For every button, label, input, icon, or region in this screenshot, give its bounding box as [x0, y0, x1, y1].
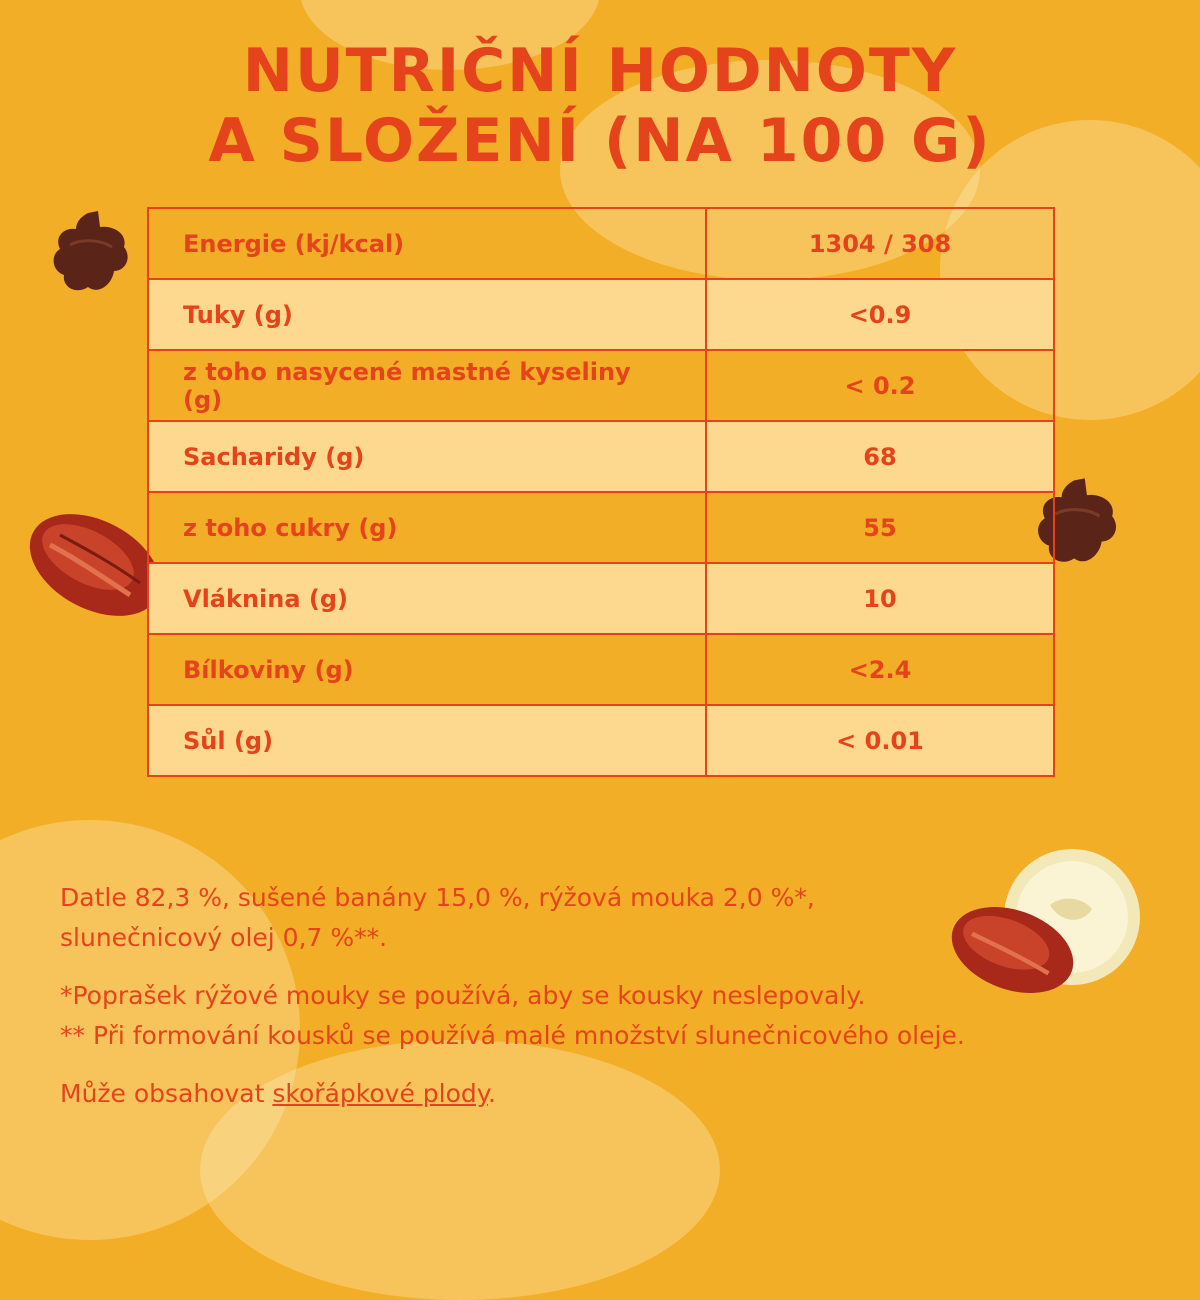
table-row — [148, 563, 1054, 634]
ingredients-paragraph — [60, 878, 1140, 958]
table-row — [148, 705, 1054, 776]
nutrient-value: 10 — [706, 563, 1054, 634]
nutrient-label: Vláknina (g) — [148, 563, 706, 634]
nutrient-value: 55 — [706, 492, 1054, 563]
info-text — [60, 878, 1140, 1132]
ingredients-line: slunečnicový olej 0,7 %**. — [60, 923, 388, 952]
title-line-2: A SLOŽENÍ (NA 100 G) — [208, 106, 992, 176]
page-title — [0, 36, 1200, 176]
nutrient-label: z toho nasycené mastné kyseliny (g) — [148, 350, 706, 421]
table-row — [148, 279, 1054, 350]
nutrient-value: 68 — [706, 421, 1054, 492]
table-row — [148, 634, 1054, 705]
footnote-line: ** Při formování kousků se používá malé množství slunečnicového oleje. — [60, 1021, 965, 1050]
nutrient-label: Tuky (g) — [148, 279, 706, 350]
allergen-paragraph — [60, 1074, 1140, 1114]
table-row — [148, 421, 1054, 492]
allergen-suffix: . — [487, 1079, 496, 1108]
nutrient-label: Bílkoviny (g) — [148, 634, 706, 705]
footnotes-paragraph — [60, 976, 1140, 1056]
allergen-link[interactable]: skořápkové plody — [272, 1079, 488, 1108]
footnote-line: *Poprašek rýžové mouky se používá, aby se kousky neslepovaly. — [60, 981, 866, 1010]
nutrient-label: Sůl (g) — [148, 705, 706, 776]
table-row — [148, 492, 1054, 563]
table-row — [148, 208, 1054, 279]
nutrient-value: <2.4 — [706, 634, 1054, 705]
nutrient-label: Sacharidy (g) — [148, 421, 706, 492]
nutrition-table — [147, 207, 1055, 777]
fruit-snack-piece-icon — [50, 205, 135, 300]
table-row — [148, 350, 1054, 421]
ingredients-line: Datle 82,3 %, sušené banány 15,0 %, rýžová mouka 2,0 %*, — [60, 883, 815, 912]
allergen-prefix: Může obsahovat — [60, 1079, 273, 1108]
nutrient-label: Energie (kj/kcal) — [148, 208, 706, 279]
title-line-1: NUTRIČNÍ HODNOTY — [242, 36, 958, 106]
nutrient-label: z toho cukry (g) — [148, 492, 706, 563]
nutrient-value: 1304 / 308 — [706, 208, 1054, 279]
nutrient-value: < 0.2 — [706, 350, 1054, 421]
nutrient-value: < 0.01 — [706, 705, 1054, 776]
nutrient-value: <0.9 — [706, 279, 1054, 350]
